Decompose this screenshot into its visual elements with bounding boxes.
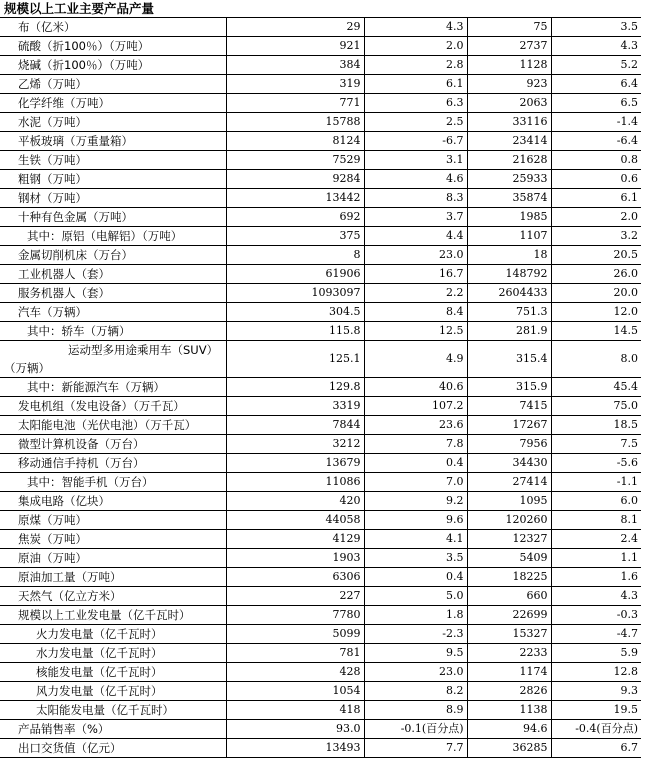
month-growth: 3.7 bbox=[364, 208, 467, 227]
product-name: 核能发电量（亿千瓦时） bbox=[0, 663, 226, 682]
product-name: 原油（万吨） bbox=[0, 549, 226, 568]
month-output: 7844 bbox=[226, 416, 364, 435]
table-row bbox=[0, 739, 641, 758]
product-name: 钢材（万吨） bbox=[0, 189, 226, 208]
product-name: 水泥（万吨） bbox=[0, 113, 226, 132]
table-row bbox=[0, 682, 641, 701]
table-row bbox=[0, 720, 641, 739]
table-row bbox=[0, 473, 641, 492]
table-row bbox=[0, 568, 641, 587]
month-growth: 4.1 bbox=[364, 530, 467, 549]
table-row bbox=[0, 56, 641, 75]
month-growth: 9.6 bbox=[364, 511, 467, 530]
month-growth: 16.7 bbox=[364, 265, 467, 284]
table-row bbox=[0, 701, 641, 720]
cumulative-growth: 6.1 bbox=[551, 189, 641, 208]
table-row bbox=[0, 530, 641, 549]
month-growth: 1.8 bbox=[364, 606, 467, 625]
cumulative-output: 94.6 bbox=[467, 720, 551, 739]
month-output: 13493 bbox=[226, 739, 364, 758]
month-output: 384 bbox=[226, 56, 364, 75]
cumulative-output: 33116 bbox=[467, 113, 551, 132]
table-row bbox=[0, 246, 641, 265]
product-name: 其中：新能源汽车（万辆） bbox=[0, 378, 226, 397]
cumulative-growth: 45.4 bbox=[551, 378, 641, 397]
month-growth: 8.3 bbox=[364, 189, 467, 208]
product-name: 工业机器人（套） bbox=[0, 265, 226, 284]
month-output: 115.8 bbox=[226, 322, 364, 341]
month-growth: 3.5 bbox=[364, 549, 467, 568]
table-row bbox=[0, 284, 641, 303]
cumulative-output: 1128 bbox=[467, 56, 551, 75]
cumulative-growth: 12.8 bbox=[551, 663, 641, 682]
table-row bbox=[0, 587, 641, 606]
month-growth: 3.1 bbox=[364, 151, 467, 170]
cumulative-output: 27414 bbox=[467, 473, 551, 492]
product-name: 汽车（万辆） bbox=[0, 303, 226, 322]
table-row bbox=[0, 113, 641, 132]
cumulative-growth: 2.0 bbox=[551, 208, 641, 227]
product-name: 粗钢（万吨） bbox=[0, 170, 226, 189]
table-row bbox=[0, 18, 641, 37]
month-output: 428 bbox=[226, 663, 364, 682]
month-output: 692 bbox=[226, 208, 364, 227]
month-growth: 23.6 bbox=[364, 416, 467, 435]
cumulative-output: 5409 bbox=[467, 549, 551, 568]
table-row bbox=[0, 454, 641, 473]
cumulative-growth: 26.0 bbox=[551, 265, 641, 284]
month-output: 7780 bbox=[226, 606, 364, 625]
product-name: 运动型多用途乘用车（SUV）（万辆） bbox=[0, 341, 226, 378]
table-row bbox=[0, 189, 641, 208]
product-name: 原油加工量（万吨） bbox=[0, 568, 226, 587]
cumulative-output: 2063 bbox=[467, 94, 551, 113]
product-name: 太阳能电池（光伏电池）（万千瓦） bbox=[0, 416, 226, 435]
month-output: 125.1 bbox=[226, 341, 364, 378]
product-name: 其中：轿车（万辆） bbox=[0, 322, 226, 341]
product-name: 火力发电量（亿千瓦时） bbox=[0, 625, 226, 644]
table-row bbox=[0, 75, 641, 94]
month-growth: 7.7 bbox=[364, 739, 467, 758]
table-row bbox=[0, 37, 641, 56]
table-row bbox=[0, 606, 641, 625]
month-output: 93.0 bbox=[226, 720, 364, 739]
cumulative-growth: 6.0 bbox=[551, 492, 641, 511]
month-growth: -6.7 bbox=[364, 132, 467, 151]
table-row bbox=[0, 322, 641, 341]
table-row bbox=[0, 208, 641, 227]
month-output: 781 bbox=[226, 644, 364, 663]
cumulative-growth: 6.4 bbox=[551, 75, 641, 94]
month-growth: 7.0 bbox=[364, 473, 467, 492]
cumulative-output: 17267 bbox=[467, 416, 551, 435]
cumulative-output: 148792 bbox=[467, 265, 551, 284]
cumulative-growth: 14.5 bbox=[551, 322, 641, 341]
product-name: 服务机器人（套） bbox=[0, 284, 226, 303]
cumulative-growth: -1.1 bbox=[551, 473, 641, 492]
cumulative-growth: 3.5 bbox=[551, 18, 641, 37]
table-row bbox=[0, 435, 641, 454]
table-row bbox=[0, 341, 641, 378]
month-growth: 8.9 bbox=[364, 701, 467, 720]
cumulative-growth: 6.5 bbox=[551, 94, 641, 113]
product-name: 硫酸（折100％）（万吨） bbox=[0, 37, 226, 56]
cumulative-output: 315.4 bbox=[467, 341, 551, 378]
month-output: 227 bbox=[226, 587, 364, 606]
product-name: 烧碱（折100％）（万吨） bbox=[0, 56, 226, 75]
month-output: 4129 bbox=[226, 530, 364, 549]
cumulative-growth: 18.5 bbox=[551, 416, 641, 435]
cumulative-output: 1985 bbox=[467, 208, 551, 227]
month-growth: 12.5 bbox=[364, 322, 467, 341]
month-growth: 2.8 bbox=[364, 56, 467, 75]
table-row bbox=[0, 151, 641, 170]
table-row bbox=[0, 492, 641, 511]
month-growth: 5.0 bbox=[364, 587, 467, 606]
month-growth: 4.6 bbox=[364, 170, 467, 189]
product-name: 风力发电量（亿千瓦时） bbox=[0, 682, 226, 701]
cumulative-output: 751.3 bbox=[467, 303, 551, 322]
cumulative-output: 2826 bbox=[467, 682, 551, 701]
month-output: 61906 bbox=[226, 265, 364, 284]
month-growth: 23.0 bbox=[364, 663, 467, 682]
cumulative-growth: 19.5 bbox=[551, 701, 641, 720]
product-name: 产品销售率（%） bbox=[0, 720, 226, 739]
cumulative-growth: 6.7 bbox=[551, 739, 641, 758]
product-name: 乙烯（万吨） bbox=[0, 75, 226, 94]
cumulative-output: 315.9 bbox=[467, 378, 551, 397]
production-table bbox=[0, 17, 641, 758]
product-name: 微型计算机设备（万台） bbox=[0, 435, 226, 454]
table-row bbox=[0, 416, 641, 435]
month-output: 13442 bbox=[226, 189, 364, 208]
cumulative-growth: 7.5 bbox=[551, 435, 641, 454]
cumulative-output: 12327 bbox=[467, 530, 551, 549]
month-output: 420 bbox=[226, 492, 364, 511]
cumulative-output: 15327 bbox=[467, 625, 551, 644]
table-title: 规模以上工业主要产品产量 bbox=[4, 1, 155, 16]
month-output: 15788 bbox=[226, 113, 364, 132]
cumulative-growth: 8.1 bbox=[551, 511, 641, 530]
cumulative-growth: -4.7 bbox=[551, 625, 641, 644]
cumulative-growth: 0.8 bbox=[551, 151, 641, 170]
product-name: 平板玻璃（万重量箱） bbox=[0, 132, 226, 151]
cumulative-growth: 75.0 bbox=[551, 397, 641, 416]
product-name: 其中：智能手机（万台） bbox=[0, 473, 226, 492]
cumulative-output: 21628 bbox=[467, 151, 551, 170]
product-name: 布（亿米） bbox=[0, 18, 226, 37]
cumulative-growth: -0.4(百分点) bbox=[551, 720, 641, 739]
cumulative-growth: 8.0 bbox=[551, 341, 641, 378]
cumulative-growth: -5.6 bbox=[551, 454, 641, 473]
product-name: 水力发电量（亿千瓦时） bbox=[0, 644, 226, 663]
table-row bbox=[0, 303, 641, 322]
cumulative-growth: 12.0 bbox=[551, 303, 641, 322]
table-row bbox=[0, 397, 641, 416]
month-growth: 2.5 bbox=[364, 113, 467, 132]
month-output: 3319 bbox=[226, 397, 364, 416]
month-growth: 7.8 bbox=[364, 435, 467, 454]
month-growth: 8.2 bbox=[364, 682, 467, 701]
cumulative-growth: 0.6 bbox=[551, 170, 641, 189]
cumulative-output: 1174 bbox=[467, 663, 551, 682]
month-growth: -2.3 bbox=[364, 625, 467, 644]
cumulative-growth: 20.0 bbox=[551, 284, 641, 303]
cumulative-growth: 5.2 bbox=[551, 56, 641, 75]
month-output: 304.5 bbox=[226, 303, 364, 322]
cumulative-output: 1138 bbox=[467, 701, 551, 720]
cumulative-growth: 5.9 bbox=[551, 644, 641, 663]
cumulative-output: 36285 bbox=[467, 739, 551, 758]
cumulative-output: 23414 bbox=[467, 132, 551, 151]
cumulative-output: 120260 bbox=[467, 511, 551, 530]
month-output: 319 bbox=[226, 75, 364, 94]
month-growth: 8.4 bbox=[364, 303, 467, 322]
product-name: 焦炭（万吨） bbox=[0, 530, 226, 549]
cumulative-output: 1095 bbox=[467, 492, 551, 511]
cumulative-output: 1107 bbox=[467, 227, 551, 246]
product-name: 集成电路（亿块） bbox=[0, 492, 226, 511]
product-name: 出口交货值（亿元） bbox=[0, 739, 226, 758]
product-name: 生铁（万吨） bbox=[0, 151, 226, 170]
month-growth: 6.1 bbox=[364, 75, 467, 94]
month-output: 3212 bbox=[226, 435, 364, 454]
month-output: 129.8 bbox=[226, 378, 364, 397]
product-name: 十种有色金属（万吨） bbox=[0, 208, 226, 227]
month-growth: 4.3 bbox=[364, 18, 467, 37]
cumulative-output: 7415 bbox=[467, 397, 551, 416]
month-output: 921 bbox=[226, 37, 364, 56]
month-growth: 9.5 bbox=[364, 644, 467, 663]
cumulative-output: 18 bbox=[467, 246, 551, 265]
product-name: 其中：原铝（电解铝）（万吨） bbox=[0, 227, 226, 246]
cumulative-growth: 4.3 bbox=[551, 587, 641, 606]
cumulative-output: 22699 bbox=[467, 606, 551, 625]
product-name: 规模以上工业发电量（亿千瓦时） bbox=[0, 606, 226, 625]
month-output: 8 bbox=[226, 246, 364, 265]
cumulative-growth: 20.5 bbox=[551, 246, 641, 265]
month-growth: 40.6 bbox=[364, 378, 467, 397]
month-growth: 0.4 bbox=[364, 568, 467, 587]
product-name: 天然气（亿立方米） bbox=[0, 587, 226, 606]
month-output: 1093097 bbox=[226, 284, 364, 303]
cumulative-growth: 3.2 bbox=[551, 227, 641, 246]
cumulative-output: 2604433 bbox=[467, 284, 551, 303]
month-growth: 4.9 bbox=[364, 341, 467, 378]
month-output: 5099 bbox=[226, 625, 364, 644]
cumulative-output: 75 bbox=[467, 18, 551, 37]
cumulative-growth: 9.3 bbox=[551, 682, 641, 701]
product-name: 原煤（万吨） bbox=[0, 511, 226, 530]
month-output: 1903 bbox=[226, 549, 364, 568]
table-row bbox=[0, 644, 641, 663]
month-output: 771 bbox=[226, 94, 364, 113]
month-growth: 2.0 bbox=[364, 37, 467, 56]
product-name: 化学纤维（万吨） bbox=[0, 94, 226, 113]
product-name: 金属切削机床（万台） bbox=[0, 246, 226, 265]
month-growth: 2.2 bbox=[364, 284, 467, 303]
cumulative-growth: -6.4 bbox=[551, 132, 641, 151]
table-row bbox=[0, 625, 641, 644]
month-growth: 4.4 bbox=[364, 227, 467, 246]
month-output: 1054 bbox=[226, 682, 364, 701]
cumulative-growth: -0.3 bbox=[551, 606, 641, 625]
cumulative-output: 18225 bbox=[467, 568, 551, 587]
month-output: 11086 bbox=[226, 473, 364, 492]
month-growth: 0.4 bbox=[364, 454, 467, 473]
cumulative-output: 2233 bbox=[467, 644, 551, 663]
month-output: 44058 bbox=[226, 511, 364, 530]
table-body bbox=[0, 18, 641, 758]
cumulative-output: 25933 bbox=[467, 170, 551, 189]
month-growth: 23.0 bbox=[364, 246, 467, 265]
month-output: 8124 bbox=[226, 132, 364, 151]
month-output: 375 bbox=[226, 227, 364, 246]
month-growth: 6.3 bbox=[364, 94, 467, 113]
month-output: 6306 bbox=[226, 568, 364, 587]
table-row bbox=[0, 511, 641, 530]
month-growth: 107.2 bbox=[364, 397, 467, 416]
cumulative-output: 35874 bbox=[467, 189, 551, 208]
month-output: 13679 bbox=[226, 454, 364, 473]
cumulative-output: 7956 bbox=[467, 435, 551, 454]
table-row bbox=[0, 227, 641, 246]
table-row bbox=[0, 378, 641, 397]
cumulative-growth: -1.4 bbox=[551, 113, 641, 132]
table-row bbox=[0, 170, 641, 189]
cumulative-output: 2737 bbox=[467, 37, 551, 56]
product-name: 移动通信手持机（万台） bbox=[0, 454, 226, 473]
cumulative-output: 923 bbox=[467, 75, 551, 94]
cumulative-growth: 4.3 bbox=[551, 37, 641, 56]
table-row bbox=[0, 132, 641, 151]
cumulative-growth: 2.4 bbox=[551, 530, 641, 549]
table-row bbox=[0, 549, 641, 568]
cumulative-output: 34430 bbox=[467, 454, 551, 473]
cumulative-output: 281.9 bbox=[467, 322, 551, 341]
month-output: 7529 bbox=[226, 151, 364, 170]
cumulative-growth: 1.1 bbox=[551, 549, 641, 568]
product-name: 发电机组（发电设备）（万千瓦） bbox=[0, 397, 226, 416]
product-name: 太阳能发电量（亿千瓦时） bbox=[0, 701, 226, 720]
month-growth: 9.2 bbox=[364, 492, 467, 511]
month-output: 418 bbox=[226, 701, 364, 720]
table-row bbox=[0, 265, 641, 284]
month-growth: -0.1(百分点) bbox=[364, 720, 467, 739]
table-row bbox=[0, 94, 641, 113]
month-output: 9284 bbox=[226, 170, 364, 189]
cumulative-output: 660 bbox=[467, 587, 551, 606]
cumulative-growth: 1.6 bbox=[551, 568, 641, 587]
month-output: 29 bbox=[226, 18, 364, 37]
table-row bbox=[0, 663, 641, 682]
